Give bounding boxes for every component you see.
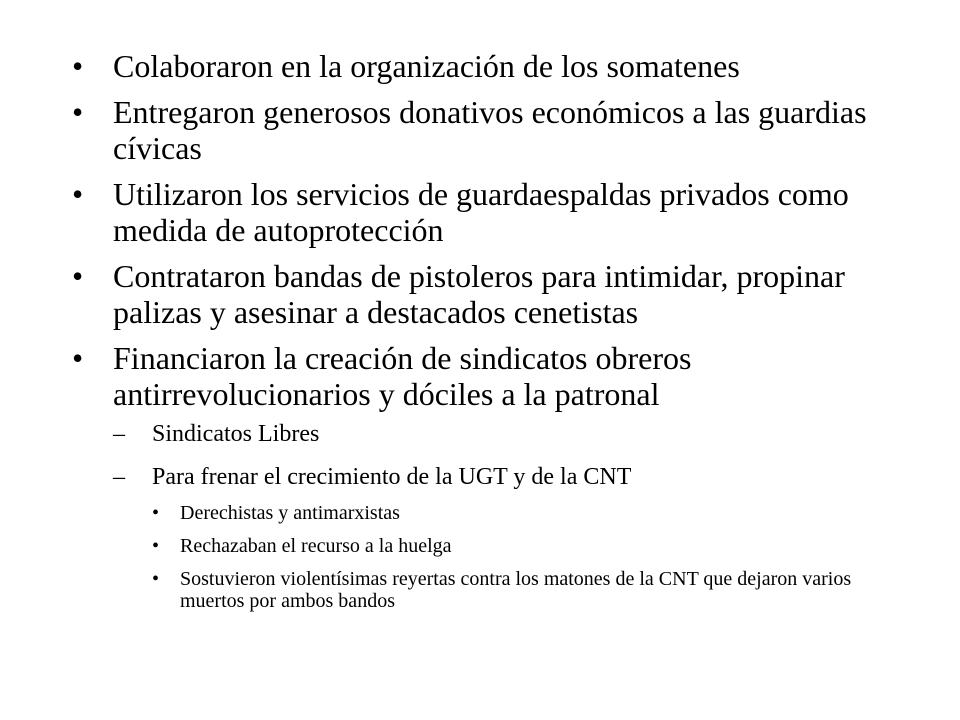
bullet-dot-icon: •: [152, 568, 160, 590]
bullet-text: Utilizaron los servicios de guardaespaldas privados como medida de autoprotección: [113, 176, 849, 248]
bullet-dot-icon: •: [72, 48, 84, 84]
bullet-dot-icon: •: [72, 94, 84, 130]
sub-sub-bullet-text: Derechistas y antimarxistas: [180, 502, 400, 524]
bullet-item: [72, 340, 892, 612]
sub-sub-bullet-text: Sostuvieron violentísimas reyertas contra los matones de la CNT que dejaron varios muertos por ambos bandos: [180, 568, 852, 612]
sub-bullet-list: [113, 421, 892, 612]
sub-sub-bullet-text: Rechazaban el recurso a la huelga: [180, 535, 452, 557]
bullet-dot-icon: •: [152, 502, 160, 524]
bullet-text: Contrataron bandas de pistoleros para intimidar, propinar palizas y asesinar a destacados cenetistas: [113, 258, 845, 330]
sub-bullet-text: Para frenar el crecimiento de la UGT y de la CNT: [152, 464, 632, 490]
dash-icon: –: [113, 464, 125, 490]
bullet-text: Financiaron la creación de sindicatos obreros antirrevolucionarios y dóciles a la patronal: [113, 340, 692, 412]
sub-bullet-item: [113, 464, 892, 612]
bullet-dot-icon: •: [72, 340, 84, 376]
bullet-item: [72, 258, 892, 330]
bullet-dot-icon: •: [152, 535, 160, 557]
sub-sub-bullet-item: [152, 568, 892, 612]
bullet-list: [72, 48, 892, 622]
sub-sub-bullet-list: [152, 502, 892, 612]
bullet-item: [72, 176, 892, 248]
bullet-dot-icon: •: [72, 258, 84, 294]
sub-bullet-text: Sindicatos Libres: [152, 421, 320, 447]
sub-bullet-item: [113, 421, 892, 447]
bullet-item: [72, 48, 892, 84]
sub-sub-bullet-item: [152, 502, 892, 524]
bullet-dot-icon: •: [72, 176, 84, 212]
sub-sub-bullet-item: [152, 535, 892, 557]
bullet-item: [72, 94, 892, 166]
dash-icon: –: [113, 421, 125, 447]
bullet-text: Colaboraron en la organización de los somatenes: [113, 48, 740, 84]
bullet-text: Entregaron generosos donativos económicos a las guardias cívicas: [113, 94, 867, 166]
